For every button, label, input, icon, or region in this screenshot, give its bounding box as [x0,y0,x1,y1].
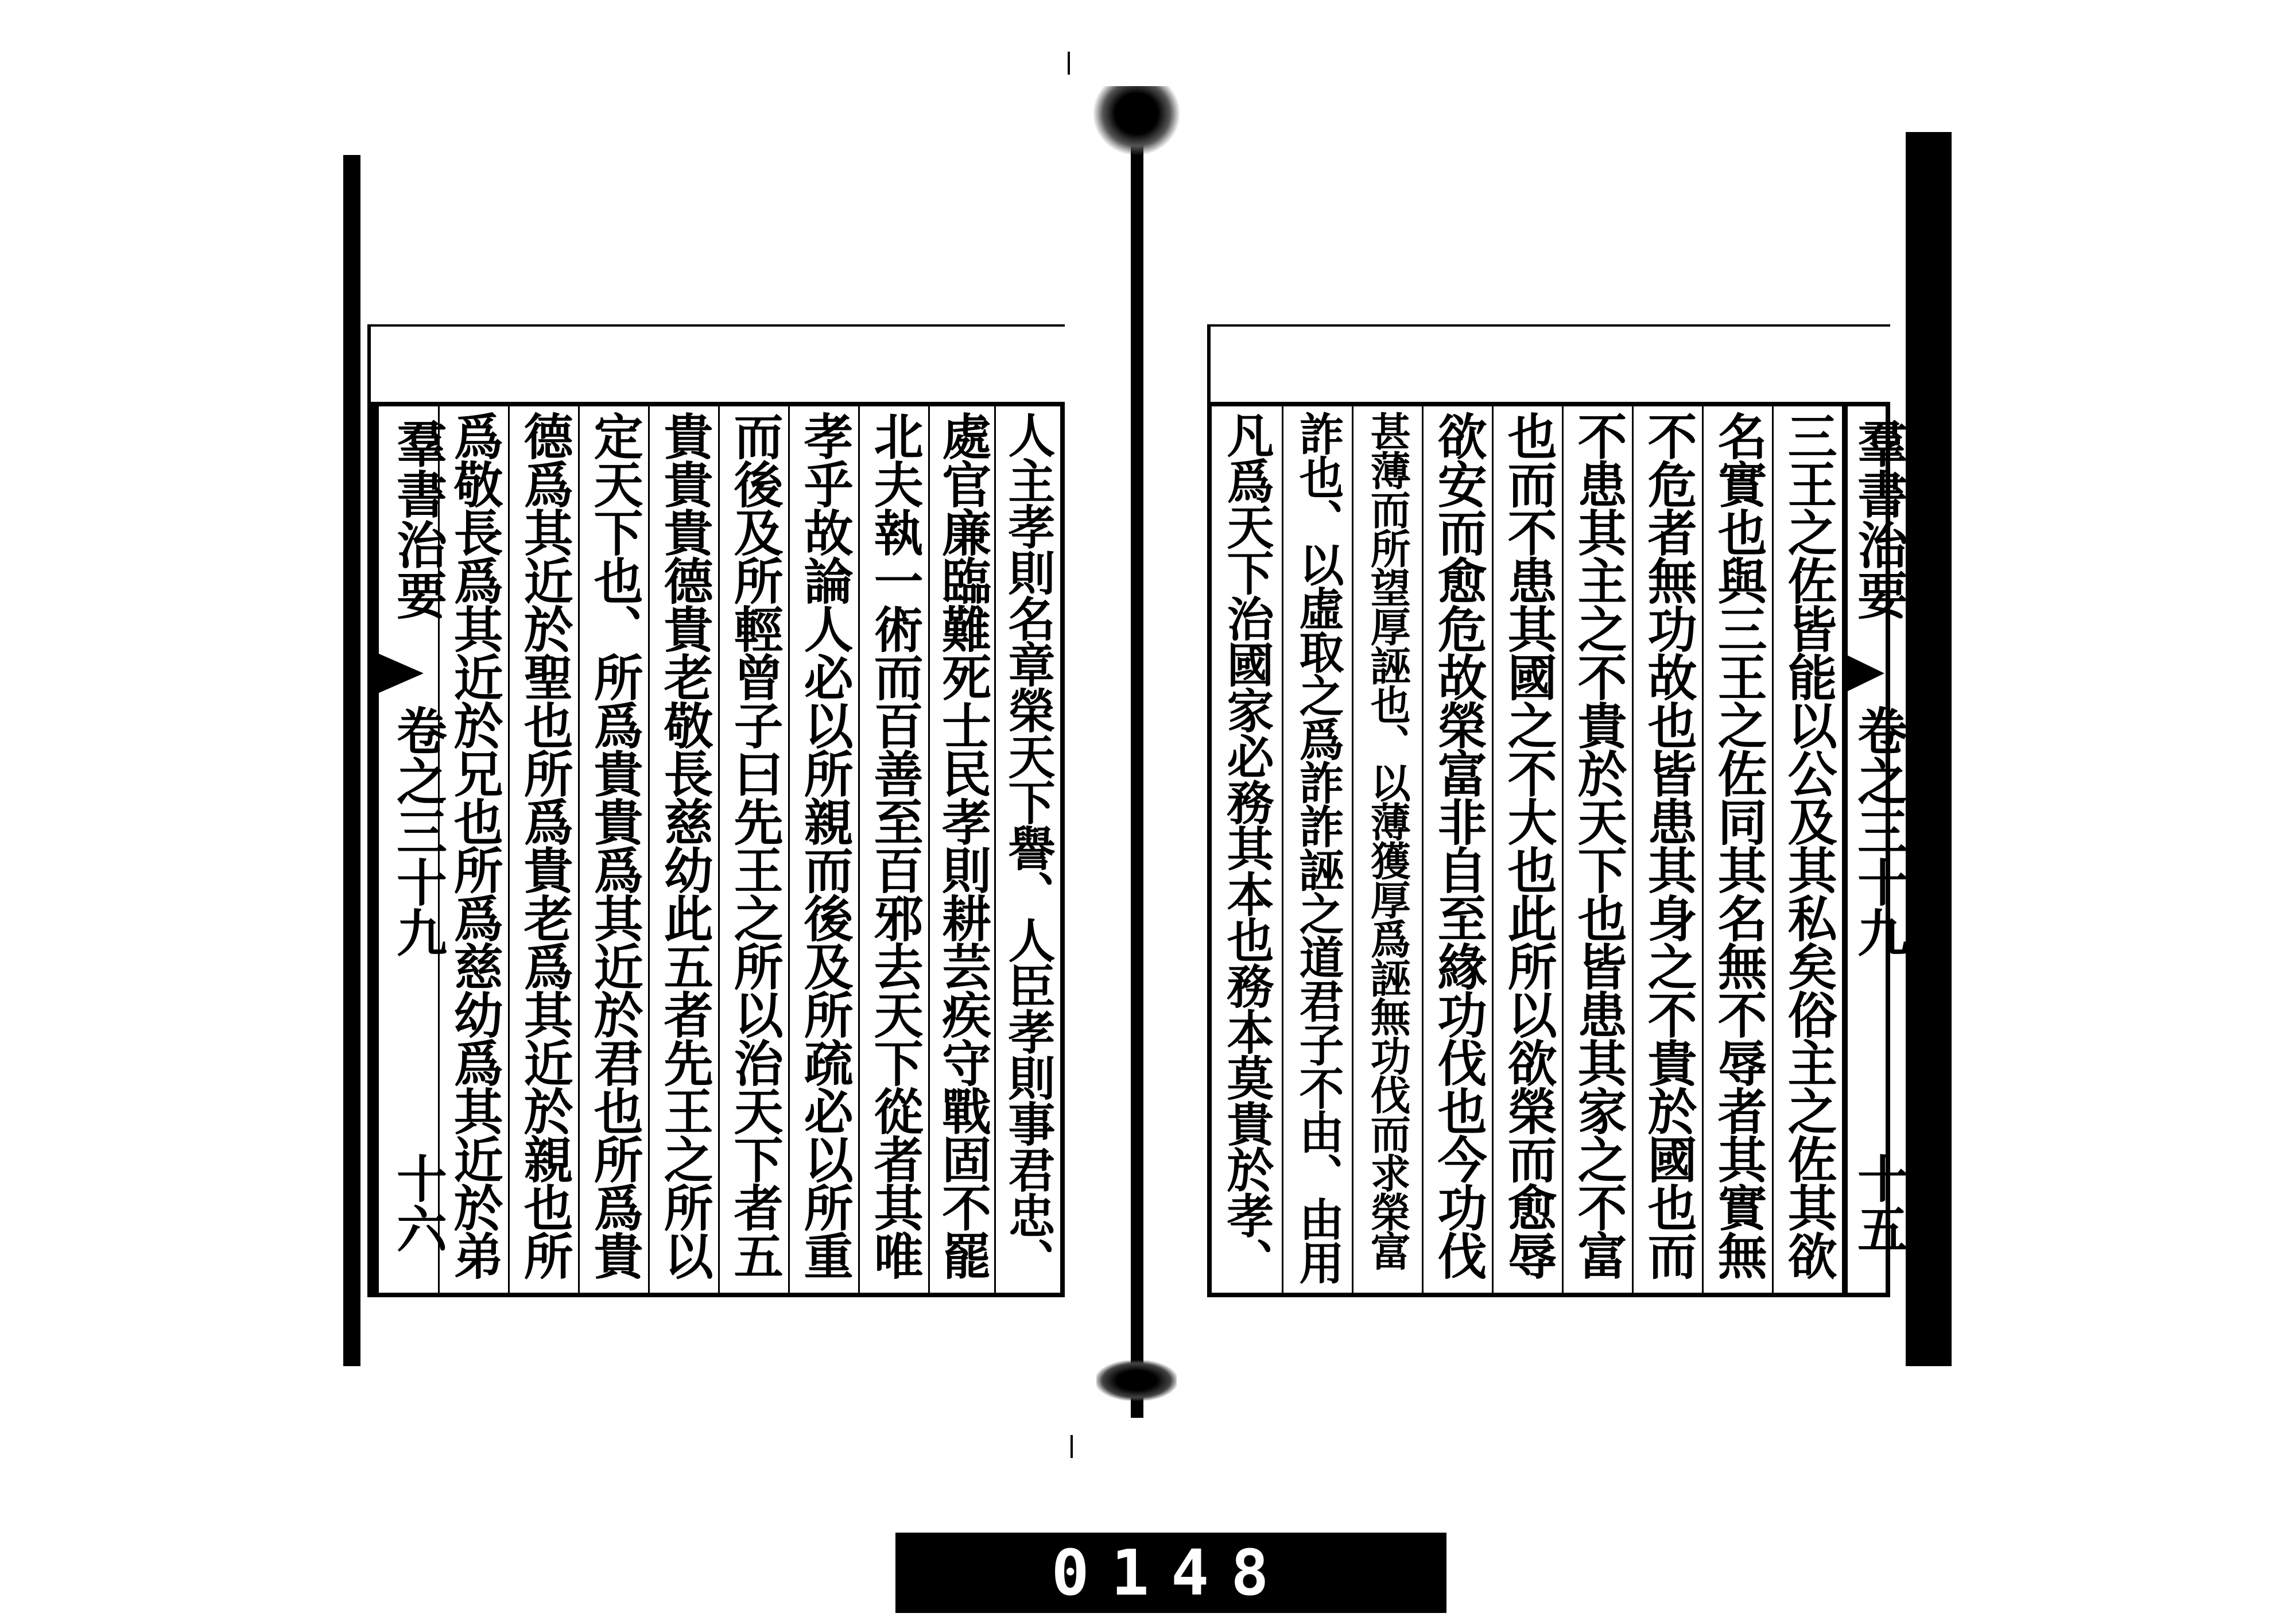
left-margin-title: 羣書治要 [389,418,448,620]
text-column: 三王之佐皆能以公及其私矣俗主之佐其欲 [1772,406,1842,1293]
text-column: 不危者無功故也皆患其身之不貴於國也而 [1632,406,1702,1293]
left-book-edge [343,155,360,1366]
text-column: 詐也、以虛取之爲詐詐誣之道君子不由、由用 [1282,406,1352,1293]
text-column: 甚薄而所望厚誣也、以薄獲厚爲誣無功伐而求榮富 [1352,406,1422,1293]
right-header-line [1207,324,1890,327]
spine-bottom-mark [1096,1360,1177,1401]
text-column: 欲安而愈危故榮富非自至緣功伐也今功伐 [1422,406,1492,1293]
right-margin-title: 羣書治要 [1849,418,1909,620]
spine-top-mark [1093,86,1180,155]
right-margin-volume: 卷之三十九 [1849,705,1909,957]
scan-mark [1071,1435,1073,1458]
fishtail-mark [1843,653,1884,693]
right-text-frame [1207,402,1909,1297]
left-header-side [367,324,371,402]
scan-mark [1068,52,1070,75]
text-column: 凡爲天下治國家必務其本也務本莫貴於孝、 [1219,411,1275,1283]
left-header-line [367,324,1065,327]
left-margin-volume: 卷之三十九 [389,705,448,957]
text-column: 人主孝則名章榮天下譽、人臣孝則事君忠、 [994,406,1060,1293]
right-header-side [1207,324,1211,402]
catalog-number: 0148 [1051,1536,1291,1610]
text-column: 孝乎故論人必以所親而後及所疏必以所重 [788,406,858,1293]
left-margin-rule [372,406,379,1293]
catalog-number-plate [895,1533,1446,1613]
fishtail-mark [378,653,424,693]
text-column: 名實也與三王之佐同其名無不辱者其實無 [1702,406,1772,1293]
text-column: 貴貴貴德貴老敬長慈幼此五者先王之所以 [648,406,718,1293]
text-column: 爲敬長爲其近於兄也所爲慈幼爲其近於弟 [438,406,508,1293]
book-spine [1131,109,1143,1418]
text-column: 不患其主之不貴於天下也皆患其家之不富 [1562,406,1632,1293]
text-column: 定天下也、所爲貴貴爲其近於君也所爲貴 [578,406,648,1293]
text-column: 北夫執一術而百善至百邪去天下從者其唯 [858,406,928,1293]
left-text-frame [367,402,1065,1297]
text-column: 而後及所輕曾子曰先王之所以治天下者五 [718,406,788,1293]
text-column: 也而不患其國之不大也此所以欲榮而愈辱 [1492,406,1562,1293]
right-folio: 十五 [1849,1153,1909,1254]
left-folio: 十六 [389,1153,448,1254]
text-column: 處官廉臨難死士民孝則耕芸疾守戰固不罷 [928,406,994,1293]
text-column: 德爲其近於聖也所爲貴老爲其近於親也所 [508,406,578,1293]
